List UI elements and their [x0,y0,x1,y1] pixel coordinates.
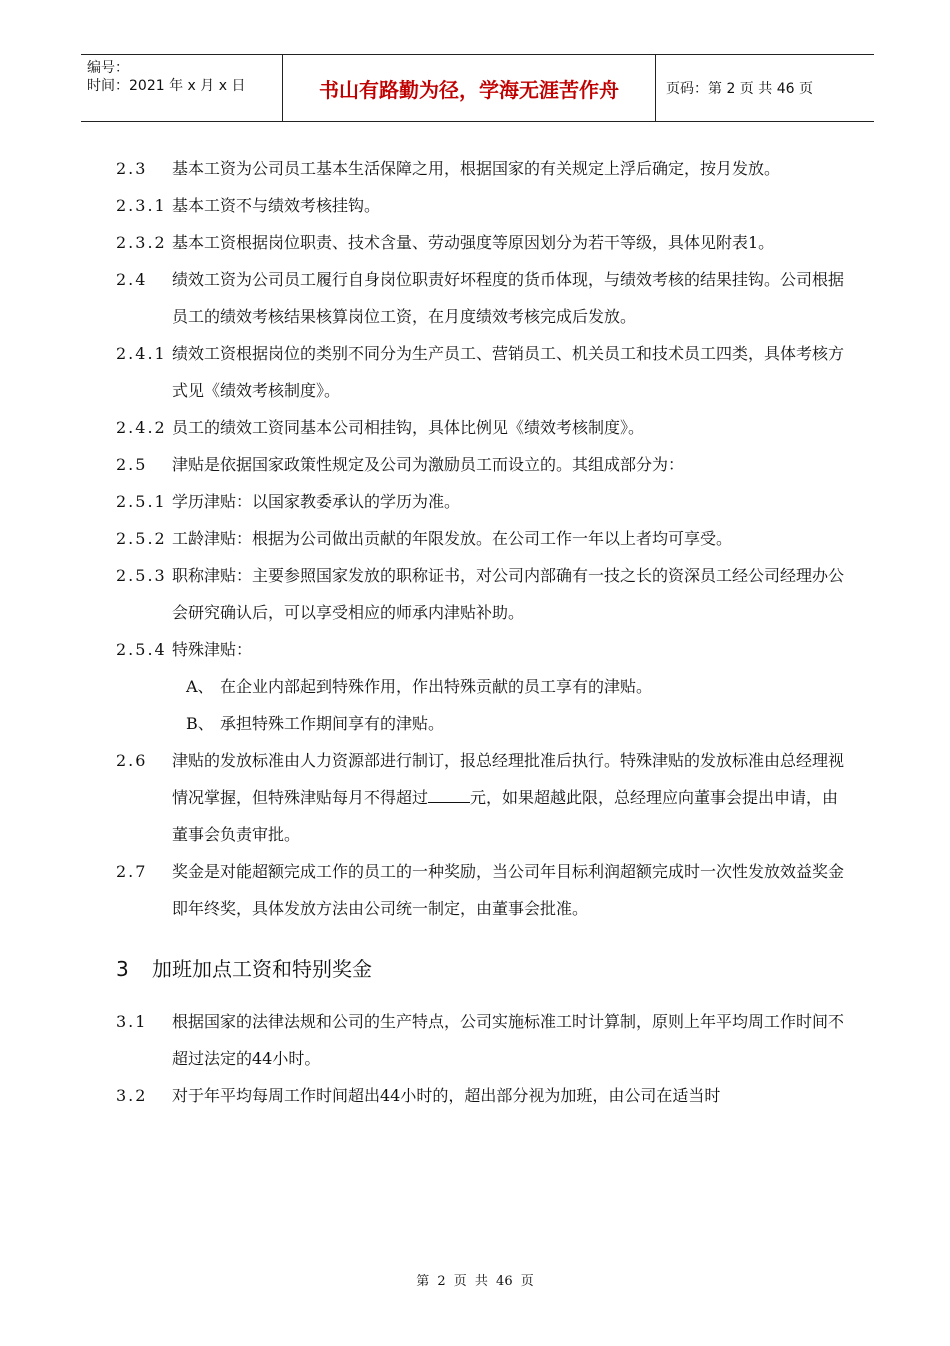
paragraph-number: 2.3 [116,159,148,178]
paragraph-text: 津贴是依据国家政策性规定及公司为激励员工而设立的。其组成部分为： [172,455,685,474]
list-item-label: A、 [186,677,214,696]
section-title: 加班加点工资和特别奖金 [152,957,372,981]
paragraph-number: 2.5.4 [116,640,167,659]
list-item-b [116,705,856,742]
paragraph-number: 2.4 [116,270,148,289]
paragraph-number: 2.7 [116,862,148,881]
paragraph-2-4-2 [116,409,851,446]
paragraph-number: 2.4.2 [116,418,167,437]
paragraph-number: 3.2 [116,1086,148,1105]
document-body [116,150,856,1114]
paragraph-text: 职称津贴：主要参照国家发放的职称证书，对公司内部确有一技之长的资深员工经公司经理办公会研究确认后，可以享受相应的师承内津贴补助。 [172,566,845,622]
header-motto: 书山有路勤为径，学海无涯苦作舟 [282,55,656,121]
paragraph-text: 基本工资不与绩效考核挂钩。 [172,196,381,215]
paragraph-2-5-2 [116,520,851,557]
paragraph-number: 2.3.1 [116,196,167,215]
paragraph-2-3-1 [116,187,851,224]
list-item-label: B、 [186,714,214,733]
paragraph-2-3 [116,150,851,187]
paragraph-number: 2.5.3 [116,566,167,585]
list-item-text: 在企业内部起到特殊作用，作出特殊贡献的员工享有的津贴。 [220,677,653,696]
list-item-text: 承担特殊工作期间享有的津贴。 [220,714,445,733]
paragraph-text: 学历津贴：以国家教委承认的学历为准。 [172,492,461,511]
paragraph-3-1 [116,1003,851,1077]
paragraph-text: 奖金是对能超额完成工作的员工的一种奖励，当公司年目标利润超额完成时一次性发放效益奖金即年终奖，具体发放方法由公司统一制定，由董事会批准。 [172,862,845,918]
paragraph-text [172,742,851,853]
paragraph-text: 对于年平均每周工作时间超出44小时的，超出部分视为加班，由公司在适当时 [172,1086,721,1105]
paragraph-2-5 [116,446,851,483]
section-number: 3 [116,957,129,981]
paragraph-text: 基本工资为公司员工基本生活保障之用，根据国家的有关规定上浮后确定，按月发放。 [172,159,781,178]
paragraph-text: 员工的绩效工资同基本公司相挂钩，具体比例见《绩效考核制度》。 [172,418,645,437]
header-meta [81,55,282,121]
paragraph-number: 2.4.1 [116,344,167,363]
paragraph-2-5-3 [116,557,851,631]
paragraph-number: 2.5.2 [116,529,167,548]
paragraph-text: 绩效工资为公司员工履行自身岗位职责好坏程度的货币体现，与绩效考核的结果挂钩。公司根据员工的绩效考核结果核算岗位工资，在月度绩效考核完成后发放。 [172,270,845,326]
paragraph-2-3-2 [116,224,851,261]
paragraph-text: 绩效工资根据岗位的类别不同分为生产员工、营销员工、机关员工和技术员工四类，具体考核方式见《绩效考核制度》。 [172,344,845,400]
document-header [81,54,874,122]
paragraph-2-7 [116,853,851,927]
page-footer: 第 2 页 共 46 页 [416,1274,534,1289]
paragraph-2-5-1 [116,483,851,520]
paragraph-3-2 [116,1077,851,1114]
paragraph-text: 根据国家的法律法规和公司的生产特点，公司实施标准工时计算制，原则上年平均周工作时间不超过法定的44小时。 [172,1012,845,1068]
paragraph-text-before-blank: 津贴的发放标准由人力资源部进行制订，报总经理批准后执行。特殊津贴的发放标准由总经理视情况掌握，但特殊津贴每月不得超过 [172,751,845,807]
paragraph-2-4 [116,261,851,335]
paragraph-text-after-blank: 元，如果超越此限，总经理应向董事会提出申请，由董事会负责审批。 [172,788,839,844]
paragraph-number: 2.5.1 [116,492,167,511]
paragraph-2-6 [116,742,851,853]
paragraph-number: 3.1 [116,1012,148,1031]
paragraph-number: 2.3.2 [116,233,167,252]
paragraph-text: 特殊津贴： [172,640,253,659]
paragraph-2-4-1 [116,335,851,409]
paragraph-number: 2.6 [116,751,148,770]
header-page-info: 页码：第 2 页 共 46 页 [666,81,813,97]
paragraph-text: 工龄津贴：根据为公司做出贡献的年限发放。在公司工作一年以上者均可享受。 [172,529,733,548]
section-heading-3 [116,949,856,989]
paragraph-2-5-4 [116,631,851,668]
amount-blank [428,788,470,803]
time-label: 时间：2021 年 x 月 x 日 [87,78,246,94]
number-label: 编号： [87,60,129,76]
paragraph-number: 2.5 [116,455,148,474]
paragraph-text: 基本工资根据岗位职责、技术含量、劳动强度等原因划分为若干等级，具体见附表1。 [172,233,775,252]
list-item-a [116,668,856,705]
